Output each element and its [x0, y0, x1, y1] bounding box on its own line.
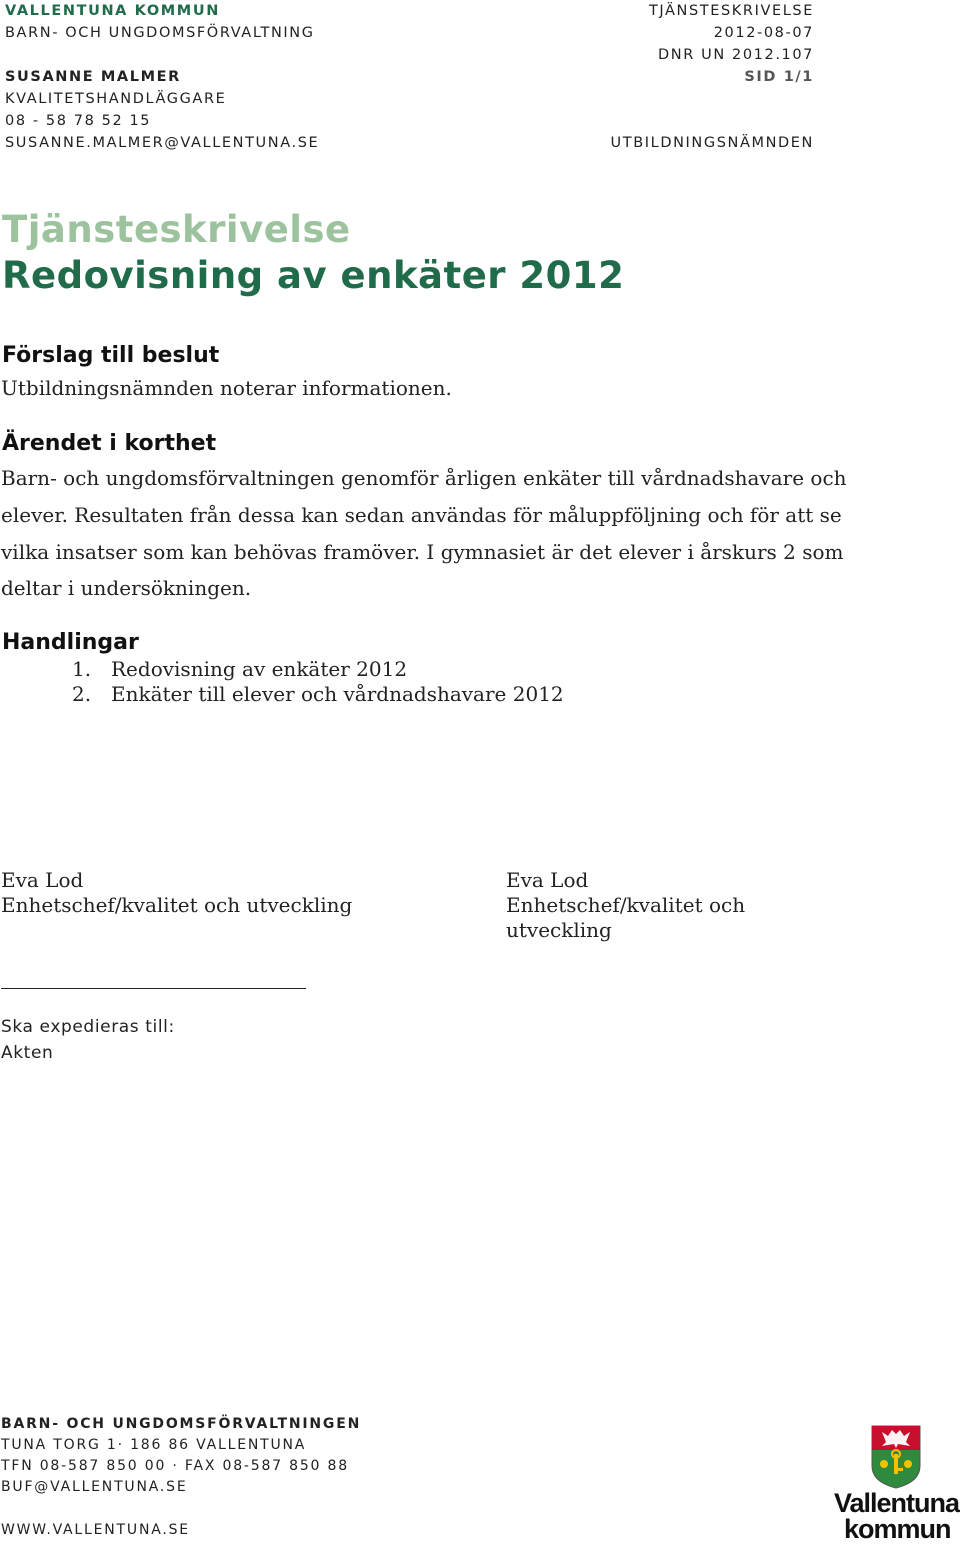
document-title: Redovisning av enkäter 2012 [2, 254, 625, 297]
page-number: SID 1/1 [744, 69, 814, 85]
footer-address: TUNA TORG 1· 186 86 VALLENTUNA [1, 1437, 307, 1453]
summary-heading: Ärendet i korthet [2, 431, 217, 456]
org-name: VALLENTUNA KOMMUN [5, 3, 220, 19]
summary-line: Barn- och ungdomsförvaltningen genomför årligen enkäter till vårdnadshavare och [1, 466, 847, 490]
document-date: 2012-08-07 [713, 25, 814, 41]
author-name: SUSANNE MALMER [5, 69, 181, 85]
author-phone: 08 - 58 78 52 15 [5, 113, 152, 129]
documents-heading: Handlingar [2, 630, 139, 655]
signature-title: utveckling [506, 918, 612, 942]
summary-line: deltar i undersökningen. [1, 576, 252, 601]
vallentuna-logo [832, 1424, 960, 1544]
logo-text-line2: kommun [844, 1514, 951, 1544]
author-role: KVALITETSHANDLÄGGARE [5, 91, 227, 107]
document-title-type: Tjänsteskrivelse [2, 208, 351, 251]
list-item [72, 682, 564, 707]
summary-line: vilka insatser som kan behövas framöver. I gymnasiet är det elever i årskurs 2 som [1, 539, 844, 564]
proposal-heading: Förslag till beslut [2, 343, 220, 368]
signature-name: Eva Lod [506, 868, 589, 892]
author-email[interactable]: SUSANNE.MALMER@VALLENTUNA.SE [5, 135, 320, 151]
footer-website[interactable]: WWW.VALLENTUNA.SE [1, 1522, 190, 1538]
document-type: TJÄNSTESKRIVELSE [648, 3, 814, 19]
summary-line: elever. Resultaten från dessa kan sedan användas för måluppföljning och för att se [1, 502, 842, 527]
documents-list [72, 657, 564, 707]
footer-phone-fax: TFN 08-587 850 00 · FAX 08-587 850 88 [1, 1458, 349, 1474]
summary-paragraph [1, 460, 847, 607]
list-item-text: Redovisning av enkäter 2012 [111, 657, 408, 681]
logo-text-line1: Vallentuna [834, 1488, 960, 1518]
document-dnr: DNR UN 2012.107 [658, 47, 814, 63]
divider [1, 988, 306, 989]
signature-right [506, 868, 745, 943]
proposal-text: Utbildningsnämnden noterar informationen. [1, 376, 452, 400]
signature-name: Eva Lod [1, 868, 84, 892]
department-name: BARN- OCH UNGDOMSFÖRVALTNING [5, 25, 315, 41]
footer-email[interactable]: BUF@VALLENTUNA.SE [1, 1479, 188, 1495]
recipient: UTBILDNINGSNÄMNDEN [610, 135, 814, 151]
list-item-text: Enkäter till elever och vårdnadshavare 2012 [111, 682, 564, 706]
signature-title: Enhetschef/kvalitet och utveckling [1, 893, 353, 917]
list-item [72, 657, 564, 682]
list-item-number: 1. [72, 657, 92, 681]
signature-title: Enhetschef/kvalitet och [506, 893, 746, 917]
distribution-recipient: Akten [1, 1043, 54, 1063]
footer-org: BARN- OCH UNGDOMSFÖRVALTNINGEN [1, 1416, 362, 1432]
distribution-label: Ska expedieras till: [1, 1017, 175, 1037]
signature-left [1, 868, 352, 918]
list-item-number: 2. [72, 682, 92, 706]
